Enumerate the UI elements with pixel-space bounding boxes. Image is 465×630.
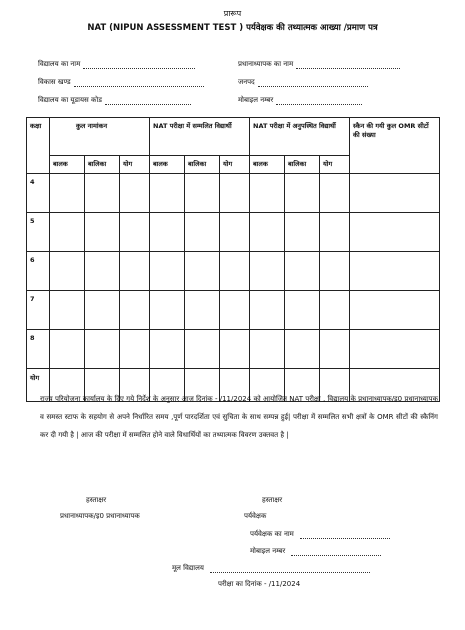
table-cell <box>185 213 220 252</box>
table-cell <box>50 213 85 252</box>
student-count-table <box>26 117 440 402</box>
table-cell <box>350 213 440 252</box>
table-cell <box>250 330 285 369</box>
boys-header: बालक <box>50 156 85 174</box>
table-cell <box>185 252 220 291</box>
table-cell <box>120 330 150 369</box>
table-cell <box>85 252 120 291</box>
boys-header: बालक <box>150 156 185 174</box>
table-cell <box>285 174 320 213</box>
total-label: योग <box>27 369 50 402</box>
table-cell <box>85 291 120 330</box>
girls-header: बालिका <box>185 156 220 174</box>
udise-code-field <box>38 96 191 105</box>
table-cell <box>320 252 350 291</box>
table-cell <box>150 252 185 291</box>
table-cell <box>120 213 150 252</box>
headmaster-signature-label: हस्ताक्षर <box>86 496 107 504</box>
scanned-omr-header: स्कैन की गयी कुल OMR सीटों की संख्या <box>350 118 440 174</box>
table-cell <box>50 252 85 291</box>
table-cell <box>85 213 120 252</box>
table-cell <box>285 291 320 330</box>
table-cell <box>120 291 150 330</box>
table-cell <box>185 291 220 330</box>
class-label: 6 <box>27 252 50 291</box>
present-students-header: NAT परीक्षा में सम्मलित विद्यार्थी <box>150 118 250 156</box>
table-cell <box>285 213 320 252</box>
block-field <box>38 78 204 87</box>
table-cell <box>250 291 285 330</box>
sum-header: योग <box>320 156 350 174</box>
table-cell <box>320 330 350 369</box>
udise-code-label: विद्यालय का यूडायस कोड <box>38 96 102 104</box>
supervisor-signature-label: हस्ताक्षर <box>262 496 283 504</box>
table-cell <box>220 330 250 369</box>
class-label: 5 <box>27 213 50 252</box>
certification-paragraph: राज्य परियोजना कार्यालय के दिए गये निर्देश के अनुसार आज दिनांक - /11/2024 को आयोजित NAT परीक्षा , विद्यालय के प्रधानाध्यापक/इ0 प्रधानाध्यापक व समस्त स्टाफ के सहयोग से अपने निर्धारित समय ,पूर्ण पारदर्शिता एवं सुचिता के साथ सम्पन्न हुई| परीक्षा में सम्मलित सभी क्षत्रों के OMR सीटों की स्कैनिंग कर दी गयी है | आज की परीक्षा में सम्मलित होने वाले विधार्थियों का तथ्यात्मक विवरण उक्तवत है | <box>40 395 438 439</box>
class-label: 8 <box>27 330 50 369</box>
supervisor-mobile-label: मोबाइल नम्बर <box>250 547 381 556</box>
form-label: प्रारूप <box>223 9 242 18</box>
district-label: जनपद <box>238 78 255 86</box>
block-label: विकास खण्ड <box>38 78 71 86</box>
table-cell <box>320 213 350 252</box>
supervisor-role-label: पर्यवेक्षक <box>244 512 267 520</box>
table-cell <box>50 174 85 213</box>
class-label: 4 <box>27 174 50 213</box>
headmaster-name-field <box>238 60 400 69</box>
total-enrollment-header: कुल नामांकन <box>50 118 150 156</box>
mobile-label: मोबाइल नम्बर <box>238 96 274 104</box>
class-header: कक्षा <box>27 118 50 174</box>
table-cell <box>150 213 185 252</box>
headmaster-role-label: प्रधानाध्यापक/इ0 प्रधानाध्यापक <box>60 512 140 520</box>
table-cell <box>250 174 285 213</box>
table-row <box>27 213 440 252</box>
table-cell <box>320 174 350 213</box>
table-cell <box>185 174 220 213</box>
table-cell <box>250 213 285 252</box>
class-label: 7 <box>27 291 50 330</box>
table-cell <box>350 252 440 291</box>
table-cell <box>85 174 120 213</box>
table-cell <box>120 252 150 291</box>
table-cell <box>220 213 250 252</box>
table-cell <box>350 330 440 369</box>
table-row <box>27 174 440 213</box>
table-cell <box>220 291 250 330</box>
table-cell <box>85 330 120 369</box>
school-name-label: विद्यालय का नाम <box>38 60 81 68</box>
table-cell <box>220 174 250 213</box>
table-cell <box>150 174 185 213</box>
girls-header: बालिका <box>285 156 320 174</box>
girls-header: बालिका <box>85 156 120 174</box>
table-cell <box>350 291 440 330</box>
absent-students-header: NAT परीक्षा में अनुपस्थित विद्यार्थी <box>250 118 350 156</box>
sum-header: योग <box>120 156 150 174</box>
school-name-field <box>38 60 195 69</box>
district-field <box>238 78 368 87</box>
table-cell <box>350 174 440 213</box>
table-cell <box>150 330 185 369</box>
table-cell <box>220 252 250 291</box>
table-cell <box>250 252 285 291</box>
supervisor-name-label: पर्यवेक्षक का नाम <box>250 530 390 539</box>
sum-header: योग <box>220 156 250 174</box>
table-cell <box>285 330 320 369</box>
table-cell <box>285 252 320 291</box>
table-row <box>27 291 440 330</box>
document-title: NAT (NIPUN ASSESSMENT TEST ) पर्यवेक्षक की तथ्यात्मक आख्या /प्रमाण पत्र <box>87 23 378 33</box>
exam-date-label: परीक्षा का दिनांक - /11/2024 <box>218 580 301 588</box>
table-cell <box>50 291 85 330</box>
table-cell <box>320 291 350 330</box>
table-cell <box>150 291 185 330</box>
table-row <box>27 330 440 369</box>
table-cell <box>120 174 150 213</box>
mobile-field <box>238 96 362 105</box>
table-cell <box>185 330 220 369</box>
headmaster-name-label: प्रधानाध्यापक का नाम <box>238 60 294 68</box>
table-cell <box>50 330 85 369</box>
table-row <box>27 252 440 291</box>
boys-header: बालक <box>250 156 285 174</box>
home-school-label: मूल विद्यालय <box>172 564 370 573</box>
